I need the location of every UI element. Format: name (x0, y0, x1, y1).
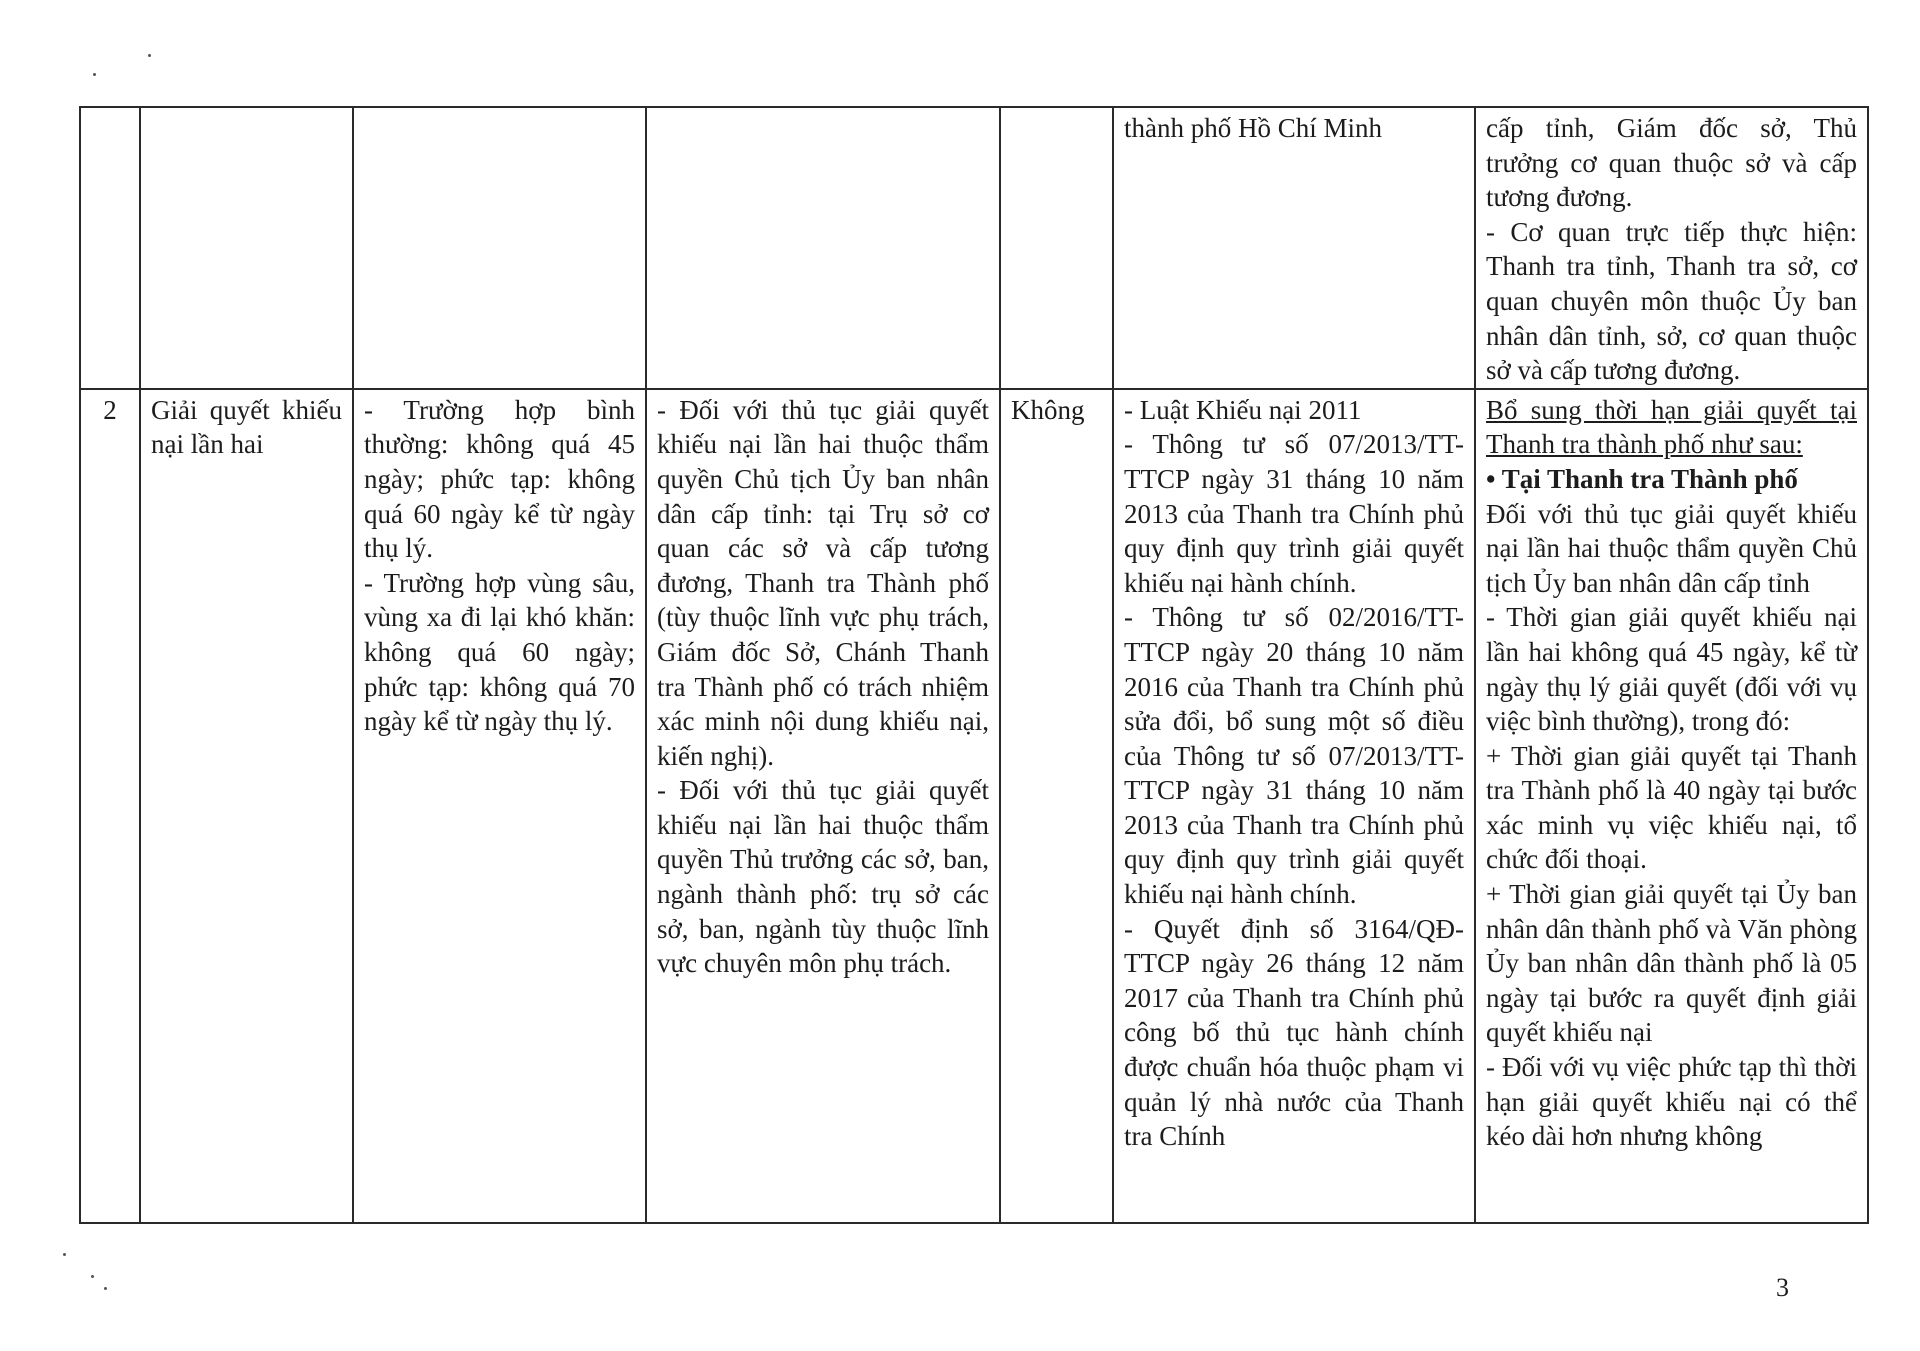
scan-speck (148, 54, 151, 57)
legal-text: thành phố Hồ Chí Minh (1124, 113, 1383, 143)
legal-item: - Thông tư số 02/2016/TT-TTCP ngày 20 tháng 10 năm 2016 của Thanh tra Chính phủ sửa đổi, bổ sung một số điều của Thông tư số 07/2013/TT-TTCP ngày 31 tháng 10 năm 2013 của Thanh tra Chính phủ quy định quy trình giải quyết khiếu nại hành chính. (1124, 602, 1464, 910)
cell-fee (1000, 389, 1113, 1223)
cell-fee-empty (1000, 107, 1113, 389)
table-row-continued (80, 107, 1868, 389)
note-item: Đối với thủ tục giải quyết khiếu nại lần hai thuộc thẩm quyền Chủ tịch Ủy ban nhân dân cấp tỉnh (1486, 498, 1857, 598)
time-item: - Trường hợp bình thường: không quá 45 ngày; phức tạp: không quá 60 ngày kể từ ngày thụ lý. (364, 394, 635, 564)
cell-stt-empty (80, 107, 140, 389)
cell-stt: 2 (80, 389, 140, 1223)
cell-time-empty (353, 107, 646, 389)
fee-value: Không (1011, 394, 1085, 425)
cell-name-empty (140, 107, 353, 389)
cell-legal-continued (1113, 107, 1475, 389)
note-heading: Bổ sung thời hạn giải quyết tại Thanh tra thành phố như sau: (1486, 394, 1857, 460)
note-text: - Cơ quan trực tiếp thực hiện: Thanh tra tỉnh, Thanh tra sở, cơ quan chuyên môn thuộc Ủy ban nhân dân tỉnh, sở, cơ quan thuộc sở và cấp tương đương. (1486, 216, 1857, 386)
page-number: 3 (1776, 1273, 1789, 1302)
cell-place-empty (646, 107, 1000, 389)
procedure-name: Giải quyết khiếu nại lần hai (151, 394, 342, 460)
note-item: + Thời gian giải quyết tại Thanh tra Thành phố là 40 ngày tại bước xác minh vụ việc khiếu nại, tổ chức đối thoại. (1486, 740, 1857, 875)
procedure-table (79, 106, 1869, 1224)
place-item: - Đối với thủ tục giải quyết khiếu nại lần hai thuộc thẩm quyền Chủ tịch Ủy ban nhân dân cấp tỉnh: tại Trụ sở cơ quan các sở và cấp tương đương, Thanh tra Thành phố (tùy thuộc lĩnh vực phụ trách, Giám đốc Sở, Chánh Thanh tra Thành phố có trách nhiệm xác minh nội dung khiếu nại, kiến nghị). (657, 394, 989, 771)
note-item: + Thời gian giải quyết tại Ủy ban nhân dân thành phố và Văn phòng Ủy ban nhân dân thành phố là 05 ngày tại bước ra quyết định giải quyết khiếu nại (1486, 879, 1857, 1048)
legal-item: - Luật Khiếu nại 2011 (1124, 394, 1362, 425)
note-bullet-heading: • Tại Thanh tra Thành phố (1486, 463, 1798, 494)
cell-note (1475, 389, 1868, 1223)
note-item: - Đối với vụ việc phức tạp thì thời hạn giải quyết khiếu nại có thể kéo dài hơn nhưng không (1486, 1052, 1857, 1152)
cell-procedure-name (140, 389, 353, 1223)
scan-speck (93, 73, 96, 76)
scan-speck (63, 1253, 66, 1256)
scan-speck (104, 1287, 107, 1290)
note-item: - Thời gian giải quyết khiếu nại lần hai không quá 45 ngày, kể từ ngày thụ lý giải quyết (đối với vụ việc bình thường), trong đó: (1486, 602, 1857, 737)
note-text: cấp tỉnh, Giám đốc sở, Thủ trưởng cơ quan thuộc sở và cấp tương đương. (1486, 113, 1857, 213)
cell-resolution-time (353, 389, 646, 1223)
cell-legal-basis (1113, 389, 1475, 1223)
table-row-2 (80, 389, 1868, 1223)
cell-note-continued (1475, 107, 1868, 389)
time-item: - Trường hợp vùng sâu, vùng xa đi lại khó khăn: không quá 60 ngày; phức tạp: không quá 70 ngày kể từ ngày thụ lý. (364, 567, 635, 737)
legal-item: - Quyết định số 3164/QĐ-TTCP ngày 26 tháng 12 năm 2017 của Thanh tra Chính phủ công bố thủ tục hành chính được chuẩn hóa thuộc phạm vi quản lý nhà nước của Thanh tra Chính (1124, 913, 1464, 1152)
cell-place (646, 389, 1000, 1223)
place-item: - Đối với thủ tục giải quyết khiếu nại lần hai thuộc thẩm quyền Thủ trưởng các sở, ban, ngành thành phố: trụ sở các sở, ban, ngành tùy thuộc lĩnh vực chuyên môn phụ trách. (657, 775, 989, 979)
legal-item: - Thông tư số 07/2013/TT-TTCP ngày 31 tháng 10 năm 2013 của Thanh tra Chính phủ quy định quy trình giải quyết khiếu nại hành chính. (1124, 429, 1464, 598)
scan-speck (91, 1275, 94, 1278)
